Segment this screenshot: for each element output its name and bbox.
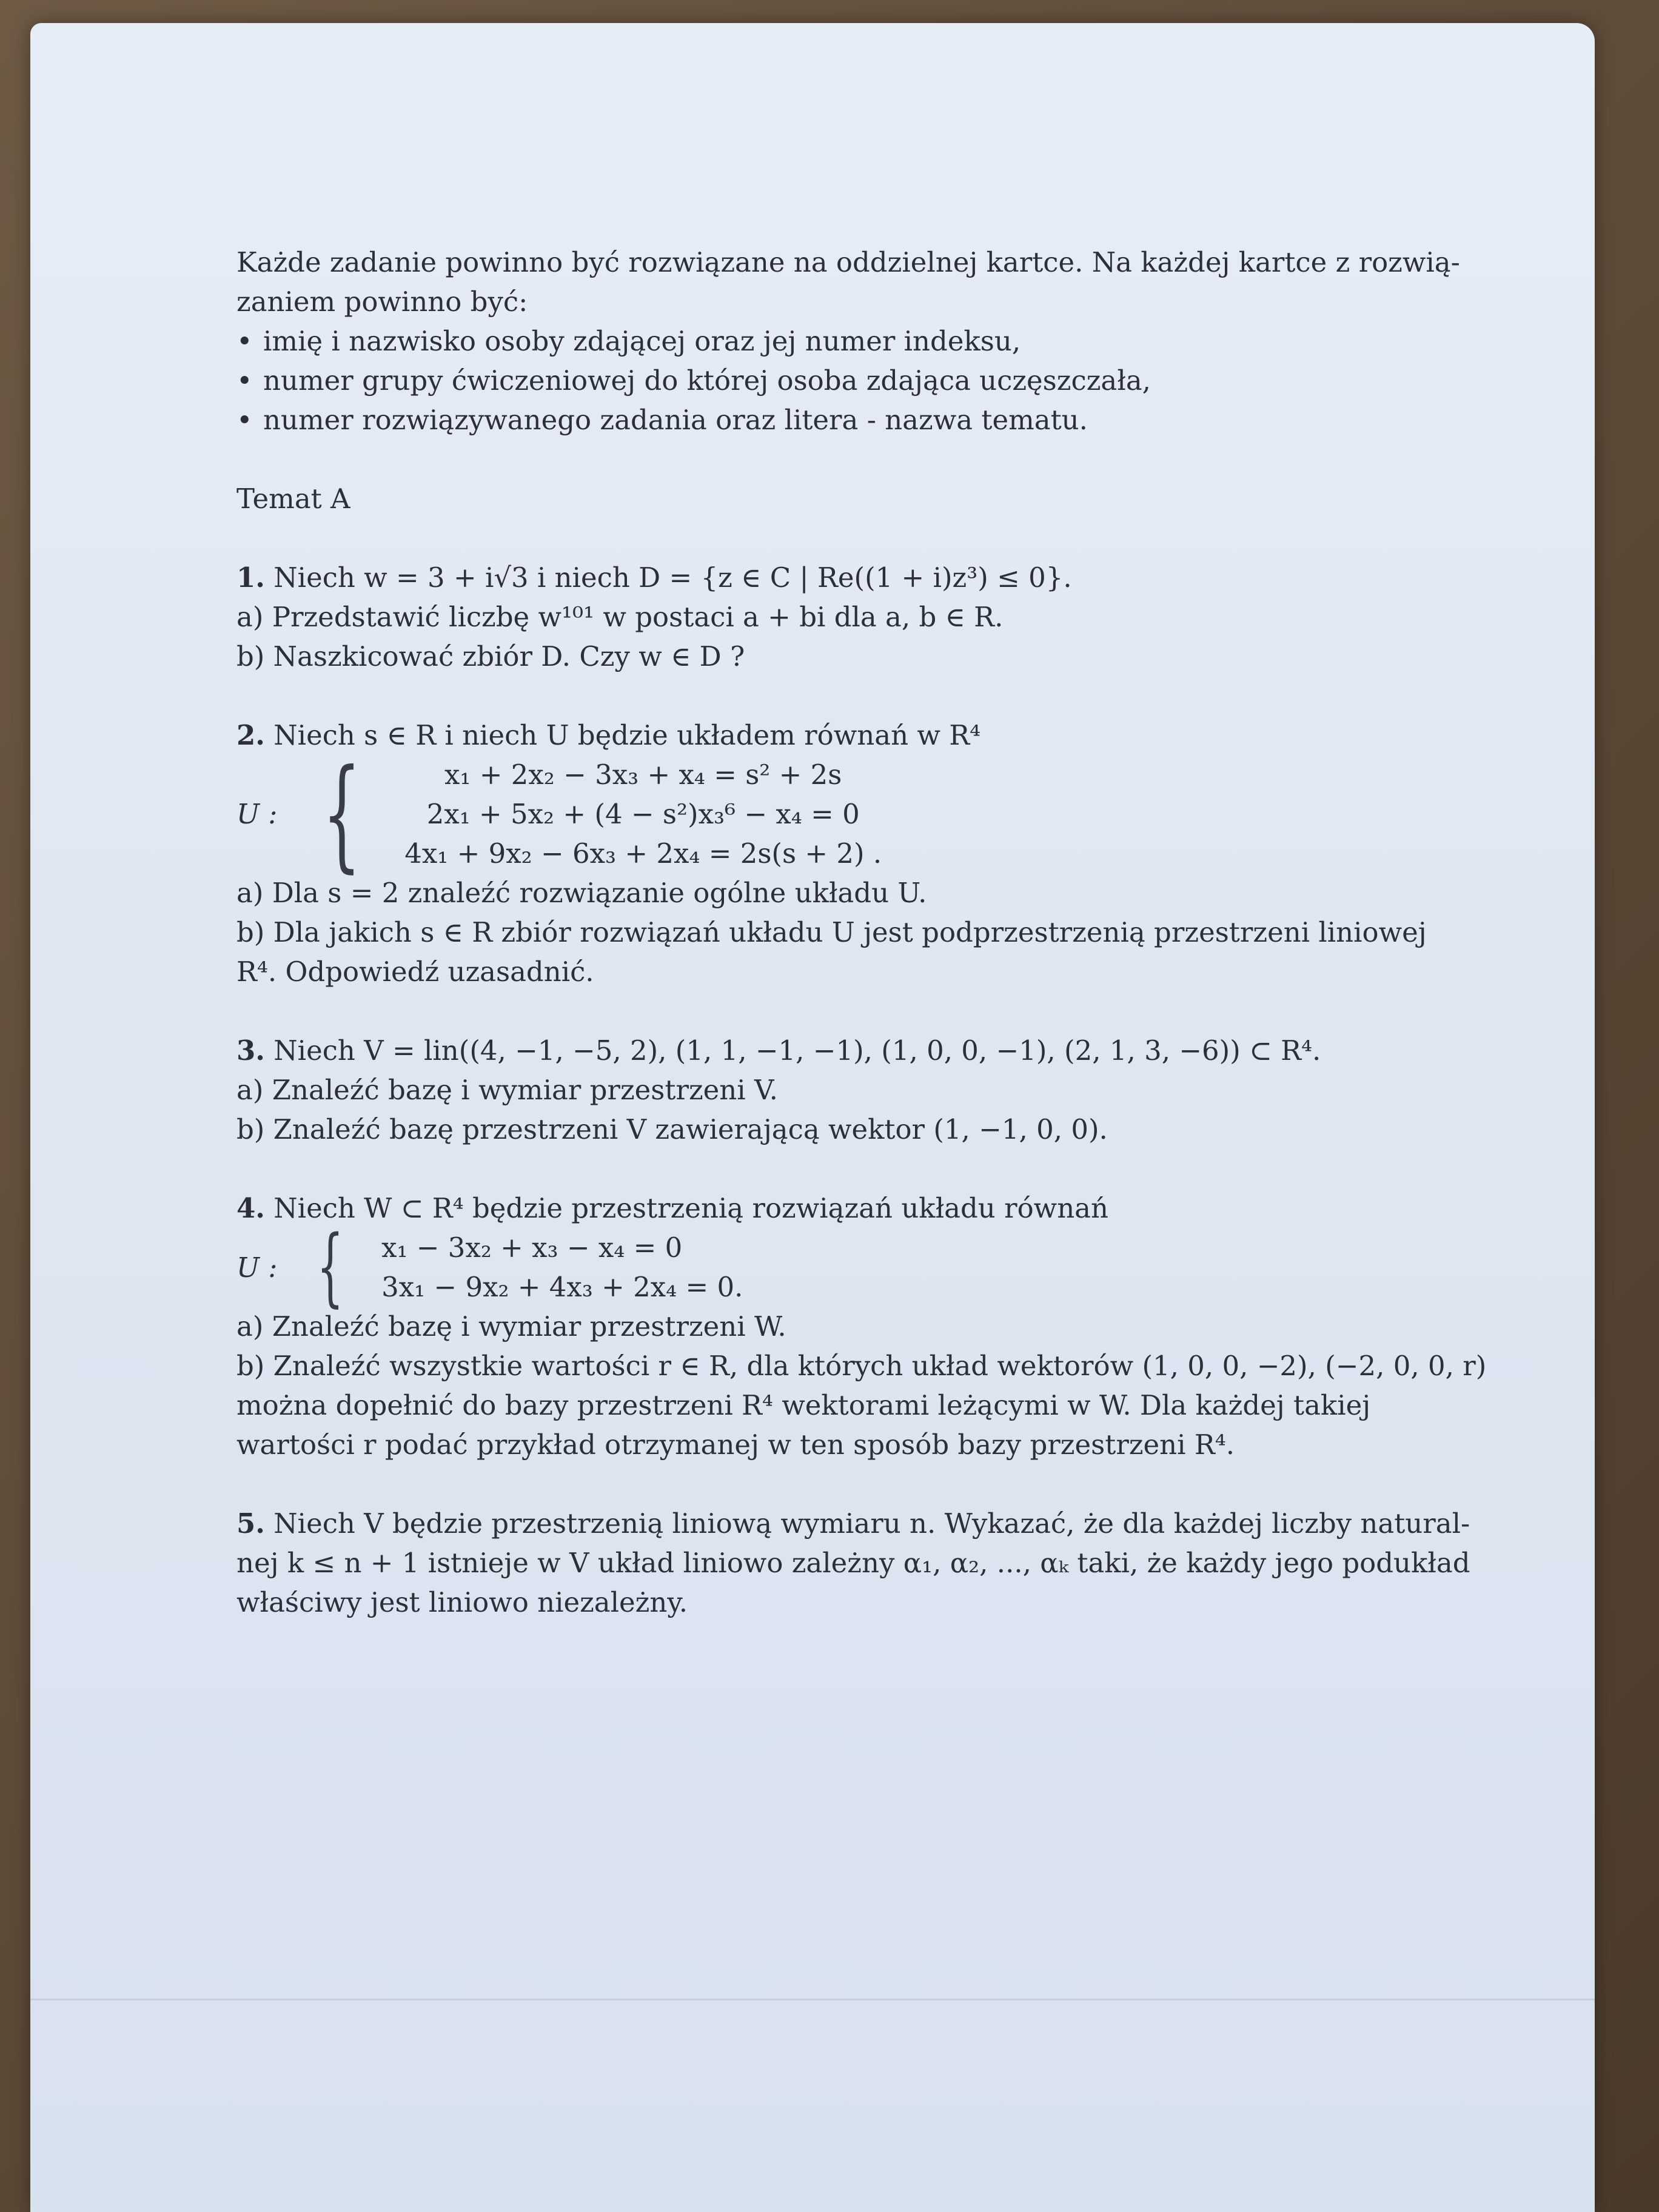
- problem-5: [236, 1504, 1498, 1622]
- problem-5-line-3: właściwy jest liniowo niezależny.: [236, 1586, 688, 1618]
- equation-3: 4x₁ + 9x₂ − 6x₃ + 2x₄ = 2s(s + 2) .: [404, 837, 882, 870]
- problem-4-equation-system: [236, 1218, 1498, 1316]
- problem-2-number: 2.: [236, 719, 265, 751]
- instructions-line-1: Każde zadanie powinno być rozwiązane na oddzielnej kartce. Na każdej kartce z rozwią-: [236, 246, 1460, 278]
- problem-2-equation-system: [236, 743, 1498, 885]
- left-brace: {: [317, 1218, 344, 1316]
- problem-4-part-a: a) Znaleźć bazę i wymiar przestrzeni W.: [236, 1310, 786, 1342]
- problem-3-number: 3.: [236, 1034, 265, 1067]
- paper-fold-line: [30, 1999, 1595, 2000]
- system-label: U :: [236, 1251, 278, 1284]
- problem-2: [236, 716, 1498, 991]
- equations: [404, 755, 882, 873]
- equations: [381, 1228, 743, 1307]
- instruction-bullet-1: • imię i nazwisko osoby zdającej oraz jej numer indeksu,: [236, 321, 1498, 361]
- problem-1-part-b: b) Naszkicować zbiór D. Czy w ∈ D ?: [236, 640, 745, 672]
- problem-3-statement: [236, 1031, 1498, 1070]
- problem-1-number: 1.: [236, 561, 265, 594]
- problem-4: [236, 1188, 1498, 1464]
- problem-1-statement: [236, 558, 1498, 597]
- problem-4-part-b-line-1: b) Znaleźć wszystkie wartości r ∈ R, dla których układ wektorów (1, 0, 0, −2), (−2, 0, 0, r): [236, 1350, 1487, 1382]
- problem-3-part-a: a) Znaleźć bazę i wymiar przestrzeni V.: [236, 1074, 778, 1106]
- problem-2-statement: [236, 716, 1498, 755]
- instructions: [236, 243, 1498, 440]
- problem-5-line-2: nej k ≤ n + 1 istnieje w V układ liniowo zależny α₁, α₂, ..., αₖ taki, że każdy jego podukład: [236, 1547, 1470, 1579]
- equation-2: 3x₁ − 9x₂ + 4x₃ + 2x₄ = 0.: [381, 1271, 743, 1303]
- problem-5-number: 5.: [236, 1507, 265, 1540]
- instruction-bullet-3: • numer rozwiązywanego zadania oraz litera - nazwa tematu.: [236, 400, 1498, 440]
- topic-heading: Temat A: [236, 483, 350, 515]
- problem-4-part-b-line-3: wartości r podać przykład otrzymanej w ten sposób bazy przestrzeni R⁴.: [236, 1429, 1235, 1461]
- problem-2-part-a: a) Dla s = 2 znaleźć rozwiązanie ogólne układu U.: [236, 877, 927, 909]
- equation-1: x₁ − 3x₂ + x₃ − x₄ = 0: [381, 1232, 683, 1264]
- problem-1-part-a: a) Przedstawić liczbę w¹⁰¹ w postaci a + bi dla a, b ∈ R.: [236, 601, 1004, 633]
- exam-content: [236, 243, 1498, 1622]
- problem-5-line-1: [236, 1504, 1498, 1543]
- problem-4-number: 4.: [236, 1192, 265, 1224]
- problem-4-part-b-line-2: można dopełnić do bazy przestrzeni R⁴ wektorami leżącymi w W. Dla każdej takiej: [236, 1389, 1371, 1421]
- problem-3-part-b: b) Znaleźć bazę przestrzeni V zawierającą wektor (1, −1, 0, 0).: [236, 1113, 1108, 1145]
- problem-2-text: Niech s ∈ R i niech U będzie układem równań w R⁴: [273, 719, 981, 751]
- problem-4-statement: [236, 1188, 1498, 1228]
- equation-1: x₁ + 2x₂ − 3x₃ + x₄ = s² + 2s: [444, 759, 842, 791]
- instructions-line-2: zaniem powinno być:: [236, 286, 528, 318]
- problem-4-text: Niech W ⊂ R⁴ będzie przestrzenią rozwiązań układu równań: [273, 1192, 1108, 1224]
- problem-2-part-b-line-2: R⁴. Odpowiedź uzasadnić.: [236, 956, 594, 988]
- problem-3-text: Niech V = lin((4, −1, −5, 2), (1, 1, −1, −1), (1, 0, 0, −1), (2, 1, 3, −6)) ⊂ R⁴.: [273, 1034, 1321, 1067]
- exam-sheet: [30, 23, 1595, 2212]
- system-label: U :: [236, 798, 278, 830]
- problem-1-text: Niech w = 3 + i√3 i niech D = {z ∈ C | Re((1 + i)z³) ≤ 0}.: [273, 561, 1072, 594]
- problem-3: [236, 1031, 1498, 1149]
- problem-5-text: Niech V będzie przestrzenią liniową wymiaru n. Wykazać, że dla każdej liczby natural-: [273, 1507, 1470, 1540]
- problem-2-part-b-line-1: b) Dla jakich s ∈ R zbiór rozwiązań układu U jest podprzestrzenią przestrzeni liniowej: [236, 916, 1427, 948]
- problem-1: [236, 558, 1498, 676]
- instruction-bullet-2: • numer grupy ćwiczeniowej do której osoba zdająca uczęszczała,: [236, 361, 1498, 400]
- equation-2: 2x₁ + 5x₂ + (4 − s²)x₃⁶ − x₄ = 0: [426, 798, 860, 830]
- left-brace: {: [322, 743, 361, 885]
